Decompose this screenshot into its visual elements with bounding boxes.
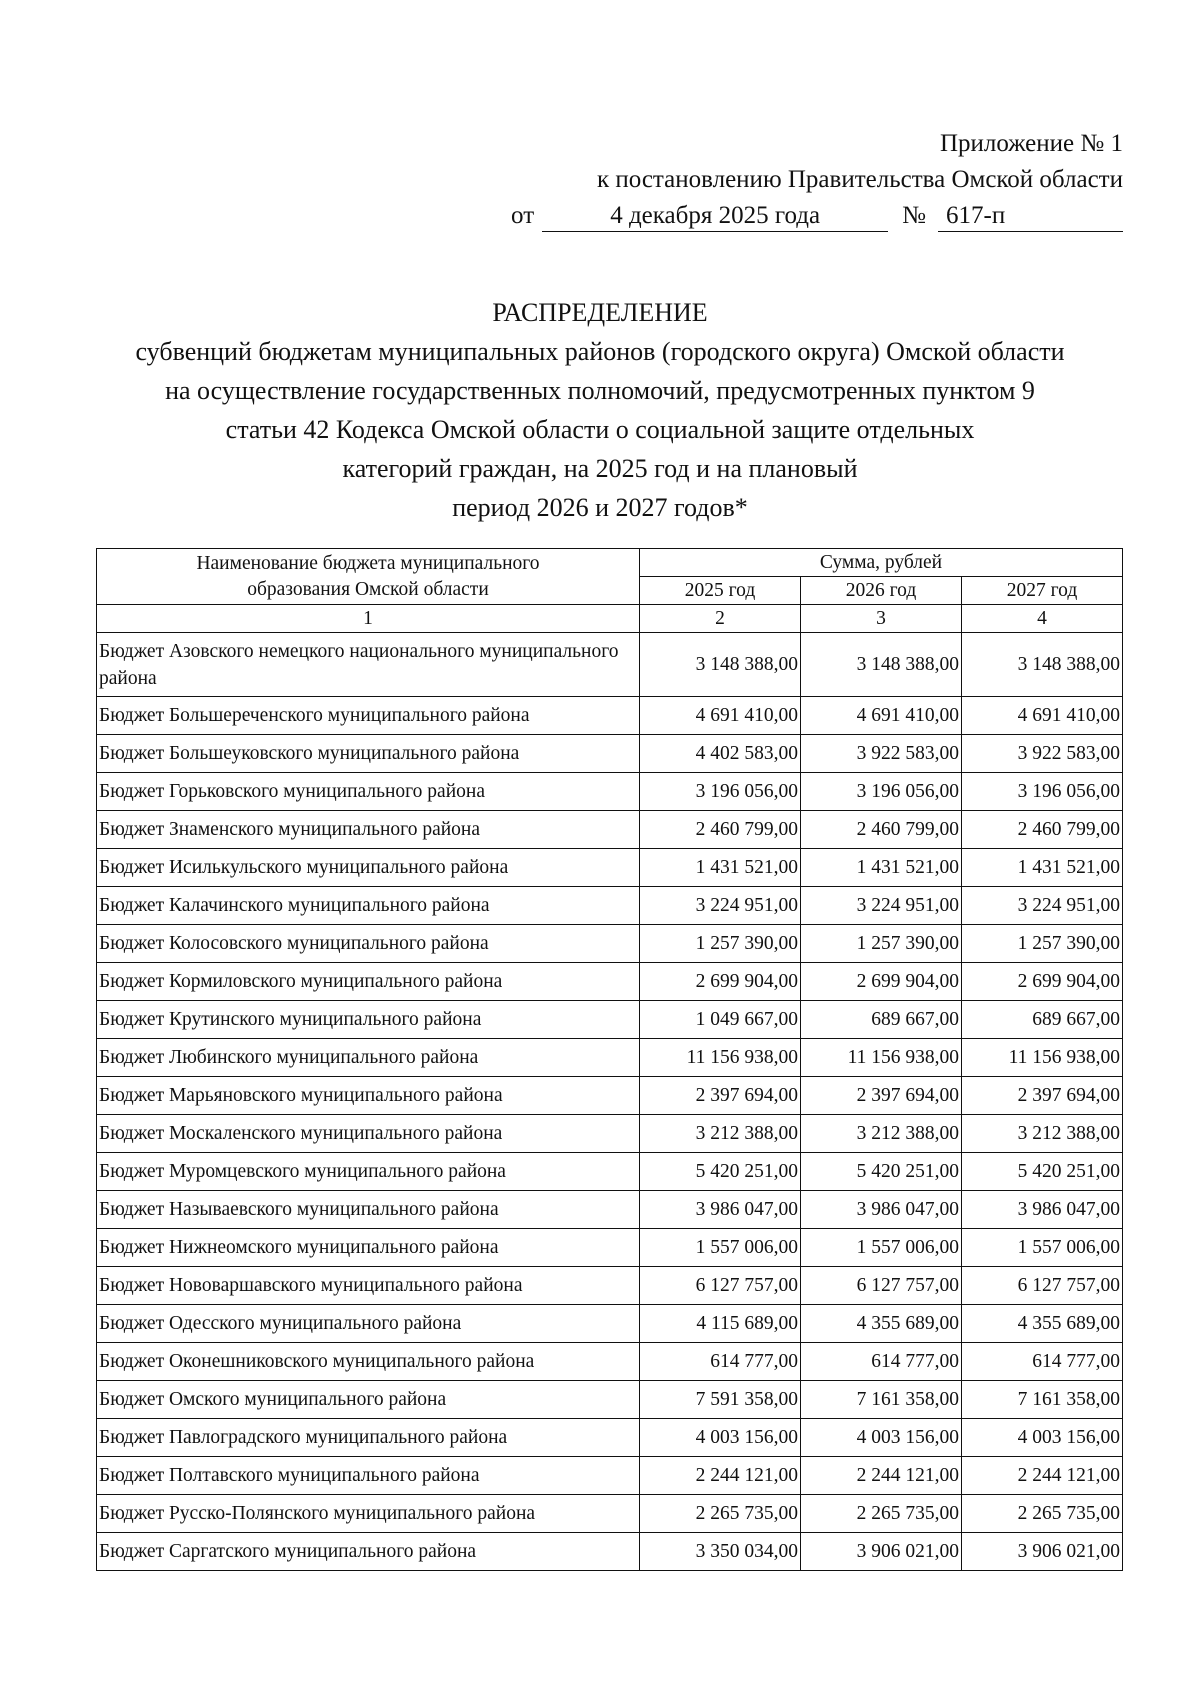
- budget-name-cell: Бюджет Омского муниципального района: [97, 1381, 640, 1419]
- amount-2026-cell: 4 691 410,00: [801, 697, 962, 735]
- subvention-table: [96, 548, 1123, 1571]
- amount-2026-cell: 614 777,00: [801, 1343, 962, 1381]
- table-row: [97, 1115, 1123, 1153]
- amount-2026-cell: 4 003 156,00: [801, 1419, 962, 1457]
- amount-2025-cell: 7 591 358,00: [640, 1381, 801, 1419]
- column-number: 2: [640, 605, 801, 633]
- amount-2026-cell: 11 156 938,00: [801, 1039, 962, 1077]
- header-year-2025: 2025 год: [640, 577, 801, 605]
- budget-name-cell: Бюджет Любинского муниципального района: [97, 1039, 640, 1077]
- budget-name-cell: Бюджет Горьковского муниципального района: [97, 773, 640, 811]
- amount-2025-cell: 4 402 583,00: [640, 735, 801, 773]
- amount-2027-cell: 2 265 735,00: [962, 1495, 1123, 1533]
- amount-2027-cell: 2 460 799,00: [962, 811, 1123, 849]
- amount-2026-cell: 3 906 021,00: [801, 1533, 962, 1571]
- amount-2025-cell: 3 350 034,00: [640, 1533, 801, 1571]
- table-row: [97, 773, 1123, 811]
- amount-2027-cell: 2 699 904,00: [962, 963, 1123, 1001]
- title-heading: РАСПРЕДЕЛЕНИЕ: [492, 298, 708, 327]
- column-number: 4: [962, 605, 1123, 633]
- title-line: категорий граждан, на 2025 год и на плановый: [342, 454, 858, 483]
- amount-2027-cell: 1 557 006,00: [962, 1229, 1123, 1267]
- amount-2026-cell: 3 148 388,00: [801, 633, 962, 697]
- amount-2027-cell: 3 906 021,00: [962, 1533, 1123, 1571]
- budget-name-cell: Бюджет Нижнеомского муниципального района: [97, 1229, 640, 1267]
- header-budget-name-line: Наименование бюджета муниципального: [196, 552, 540, 574]
- budget-name-cell: Бюджет Колосовского муниципального района: [97, 925, 640, 963]
- table-row: [97, 1153, 1123, 1191]
- amount-2025-cell: 5 420 251,00: [640, 1153, 801, 1191]
- amount-2026-cell: 3 922 583,00: [801, 735, 962, 773]
- amount-2025-cell: 3 212 388,00: [640, 1115, 801, 1153]
- amount-2026-cell: 689 667,00: [801, 1001, 962, 1039]
- amount-2026-cell: 1 257 390,00: [801, 925, 962, 963]
- table-row: [97, 1457, 1123, 1495]
- amount-2026-cell: 1 557 006,00: [801, 1229, 962, 1267]
- amount-2026-cell: 2 244 121,00: [801, 1457, 962, 1495]
- amount-2026-cell: 3 212 388,00: [801, 1115, 962, 1153]
- budget-name-cell: Бюджет Павлоградского муниципального района: [97, 1419, 640, 1457]
- budget-name-cell: Бюджет Муромцевского муниципального района: [97, 1153, 640, 1191]
- amount-2026-cell: 2 265 735,00: [801, 1495, 962, 1533]
- budget-name-cell: Бюджет Русско-Полянского муниципального района: [97, 1495, 640, 1533]
- budget-name-cell: Бюджет Оконешниковского муниципального района: [97, 1343, 640, 1381]
- amount-2027-cell: 5 420 251,00: [962, 1153, 1123, 1191]
- budget-name-cell: Бюджет Нововаршавского муниципального района: [97, 1267, 640, 1305]
- amount-2027-cell: 1 431 521,00: [962, 849, 1123, 887]
- budget-name-cell: Бюджет Марьяновского муниципального района: [97, 1077, 640, 1115]
- table-row: [97, 811, 1123, 849]
- header-year-2026: 2026 год: [801, 577, 962, 605]
- table-row: [97, 735, 1123, 773]
- table-row: [97, 925, 1123, 963]
- amount-2025-cell: 2 244 121,00: [640, 1457, 801, 1495]
- column-number: 3: [801, 605, 962, 633]
- amount-2027-cell: 7 161 358,00: [962, 1381, 1123, 1419]
- approval-block: [500, 126, 1123, 234]
- table-row: [97, 1267, 1123, 1305]
- amount-2027-cell: 4 691 410,00: [962, 697, 1123, 735]
- amount-2025-cell: 6 127 757,00: [640, 1267, 801, 1305]
- title-line: период 2026 и 2027 годов*: [452, 493, 748, 522]
- amount-2027-cell: 689 667,00: [962, 1001, 1123, 1039]
- amount-2025-cell: 3 224 951,00: [640, 887, 801, 925]
- amount-2025-cell: 2 699 904,00: [640, 963, 801, 1001]
- amount-2026-cell: 2 699 904,00: [801, 963, 962, 1001]
- title-line: статьи 42 Кодекса Омской области о социальной защите отдельных: [225, 415, 975, 444]
- table-row: [97, 1533, 1123, 1571]
- budget-name-cell: Бюджет Калачинского муниципального района: [97, 887, 640, 925]
- amount-2027-cell: 4 003 156,00: [962, 1419, 1123, 1457]
- resolution-date: 4 декабря 2025 года: [542, 201, 888, 232]
- amount-2026-cell: 7 161 358,00: [801, 1381, 962, 1419]
- header-sum: Сумма, рублей: [640, 549, 1123, 577]
- table-row: [97, 697, 1123, 735]
- amount-2025-cell: 2 265 735,00: [640, 1495, 801, 1533]
- budget-name-cell: Бюджет Полтавского муниципального района: [97, 1457, 640, 1495]
- number-label: №: [902, 202, 926, 229]
- table-row: [97, 887, 1123, 925]
- header-budget-name: [97, 549, 640, 605]
- amount-2027-cell: 3 212 388,00: [962, 1115, 1123, 1153]
- table-row: [97, 1001, 1123, 1039]
- amount-2026-cell: 4 355 689,00: [801, 1305, 962, 1343]
- amount-2027-cell: 614 777,00: [962, 1343, 1123, 1381]
- table-body: [97, 633, 1123, 1571]
- resolution-label: к постановлению Правительства Омской области: [596, 166, 1123, 193]
- table-row: [97, 1077, 1123, 1115]
- amount-2025-cell: 3 196 056,00: [640, 773, 801, 811]
- amount-2025-cell: 2 397 694,00: [640, 1077, 801, 1115]
- from-label: от: [511, 202, 535, 229]
- table-row: [97, 1039, 1123, 1077]
- resolution-number-field: [938, 201, 1123, 232]
- appendix-label: Приложение № 1: [939, 130, 1123, 157]
- amount-2027-cell: 6 127 757,00: [962, 1267, 1123, 1305]
- budget-name-cell: Бюджет Большеуковского муниципального района: [97, 735, 640, 773]
- table-row: [97, 1305, 1123, 1343]
- amount-2026-cell: 2 460 799,00: [801, 811, 962, 849]
- amount-2026-cell: 2 397 694,00: [801, 1077, 962, 1115]
- amount-2025-cell: 4 115 689,00: [640, 1305, 801, 1343]
- column-number: 1: [97, 605, 640, 633]
- table-row: [97, 1495, 1123, 1533]
- header-year-2027: 2027 год: [962, 577, 1123, 605]
- table-row: [97, 849, 1123, 887]
- table-row: [97, 963, 1123, 1001]
- amount-2025-cell: 2 460 799,00: [640, 811, 801, 849]
- budget-name-cell: Бюджет Называевского муниципального района: [97, 1191, 640, 1229]
- table-row: [97, 1381, 1123, 1419]
- amount-2025-cell: 4 691 410,00: [640, 697, 801, 735]
- amount-2027-cell: 3 922 583,00: [962, 735, 1123, 773]
- budget-name-cell: Бюджет Одесского муниципального района: [97, 1305, 640, 1343]
- resolution-number: 617-п: [946, 202, 1006, 229]
- budget-name-cell: Бюджет Кормиловского муниципального района: [97, 963, 640, 1001]
- amount-2025-cell: 3 986 047,00: [640, 1191, 801, 1229]
- resolution-date-line: [500, 198, 1123, 234]
- amount-2026-cell: 5 420 251,00: [801, 1153, 962, 1191]
- amount-2026-cell: 6 127 757,00: [801, 1267, 962, 1305]
- table-row: [97, 1229, 1123, 1267]
- amount-2025-cell: 1 557 006,00: [640, 1229, 801, 1267]
- amount-2026-cell: 3 224 951,00: [801, 887, 962, 925]
- header-budget-name-line: образования Омской области: [247, 578, 489, 600]
- title-line: на осуществление государственных полномочий, предусмотренных пунктом 9: [165, 376, 1035, 405]
- title-line: субвенций бюджетам муниципальных районов (городского округа) Омской области: [135, 337, 1065, 366]
- amount-2025-cell: 1 431 521,00: [640, 849, 801, 887]
- amount-2027-cell: 3 196 056,00: [962, 773, 1123, 811]
- amount-2027-cell: 11 156 938,00: [962, 1039, 1123, 1077]
- document-title: [60, 293, 1140, 527]
- amount-2025-cell: 4 003 156,00: [640, 1419, 801, 1457]
- table-row: [97, 1419, 1123, 1457]
- budget-name-cell: Бюджет Большереченского муниципального района: [97, 697, 640, 735]
- amount-2027-cell: 4 355 689,00: [962, 1305, 1123, 1343]
- table-row: [97, 633, 1123, 697]
- amount-2026-cell: 3 986 047,00: [801, 1191, 962, 1229]
- budget-name-cell: Бюджет Москаленского муниципального района: [97, 1115, 640, 1153]
- amount-2026-cell: 3 196 056,00: [801, 773, 962, 811]
- amount-2026-cell: 1 431 521,00: [801, 849, 962, 887]
- budget-name-cell: Бюджет Знаменского муниципального района: [97, 811, 640, 849]
- table-row: [97, 1343, 1123, 1381]
- amount-2027-cell: 2 397 694,00: [962, 1077, 1123, 1115]
- amount-2027-cell: 3 224 951,00: [962, 887, 1123, 925]
- amount-2027-cell: 3 986 047,00: [962, 1191, 1123, 1229]
- amount-2025-cell: 1 257 390,00: [640, 925, 801, 963]
- amount-2025-cell: 614 777,00: [640, 1343, 801, 1381]
- amount-2025-cell: 11 156 938,00: [640, 1039, 801, 1077]
- amount-2027-cell: 3 148 388,00: [962, 633, 1123, 697]
- amount-2025-cell: 1 049 667,00: [640, 1001, 801, 1039]
- amount-2027-cell: 2 244 121,00: [962, 1457, 1123, 1495]
- amount-2025-cell: 3 148 388,00: [640, 633, 801, 697]
- budget-name-cell: Бюджет Саргатского муниципального района: [97, 1533, 640, 1571]
- budget-name-cell: Бюджет Азовского немецкого национального муниципального района: [97, 633, 640, 697]
- budget-name-cell: Бюджет Исилькульского муниципального района: [97, 849, 640, 887]
- table-row: [97, 1191, 1123, 1229]
- budget-name-cell: Бюджет Крутинского муниципального района: [97, 1001, 640, 1039]
- amount-2027-cell: 1 257 390,00: [962, 925, 1123, 963]
